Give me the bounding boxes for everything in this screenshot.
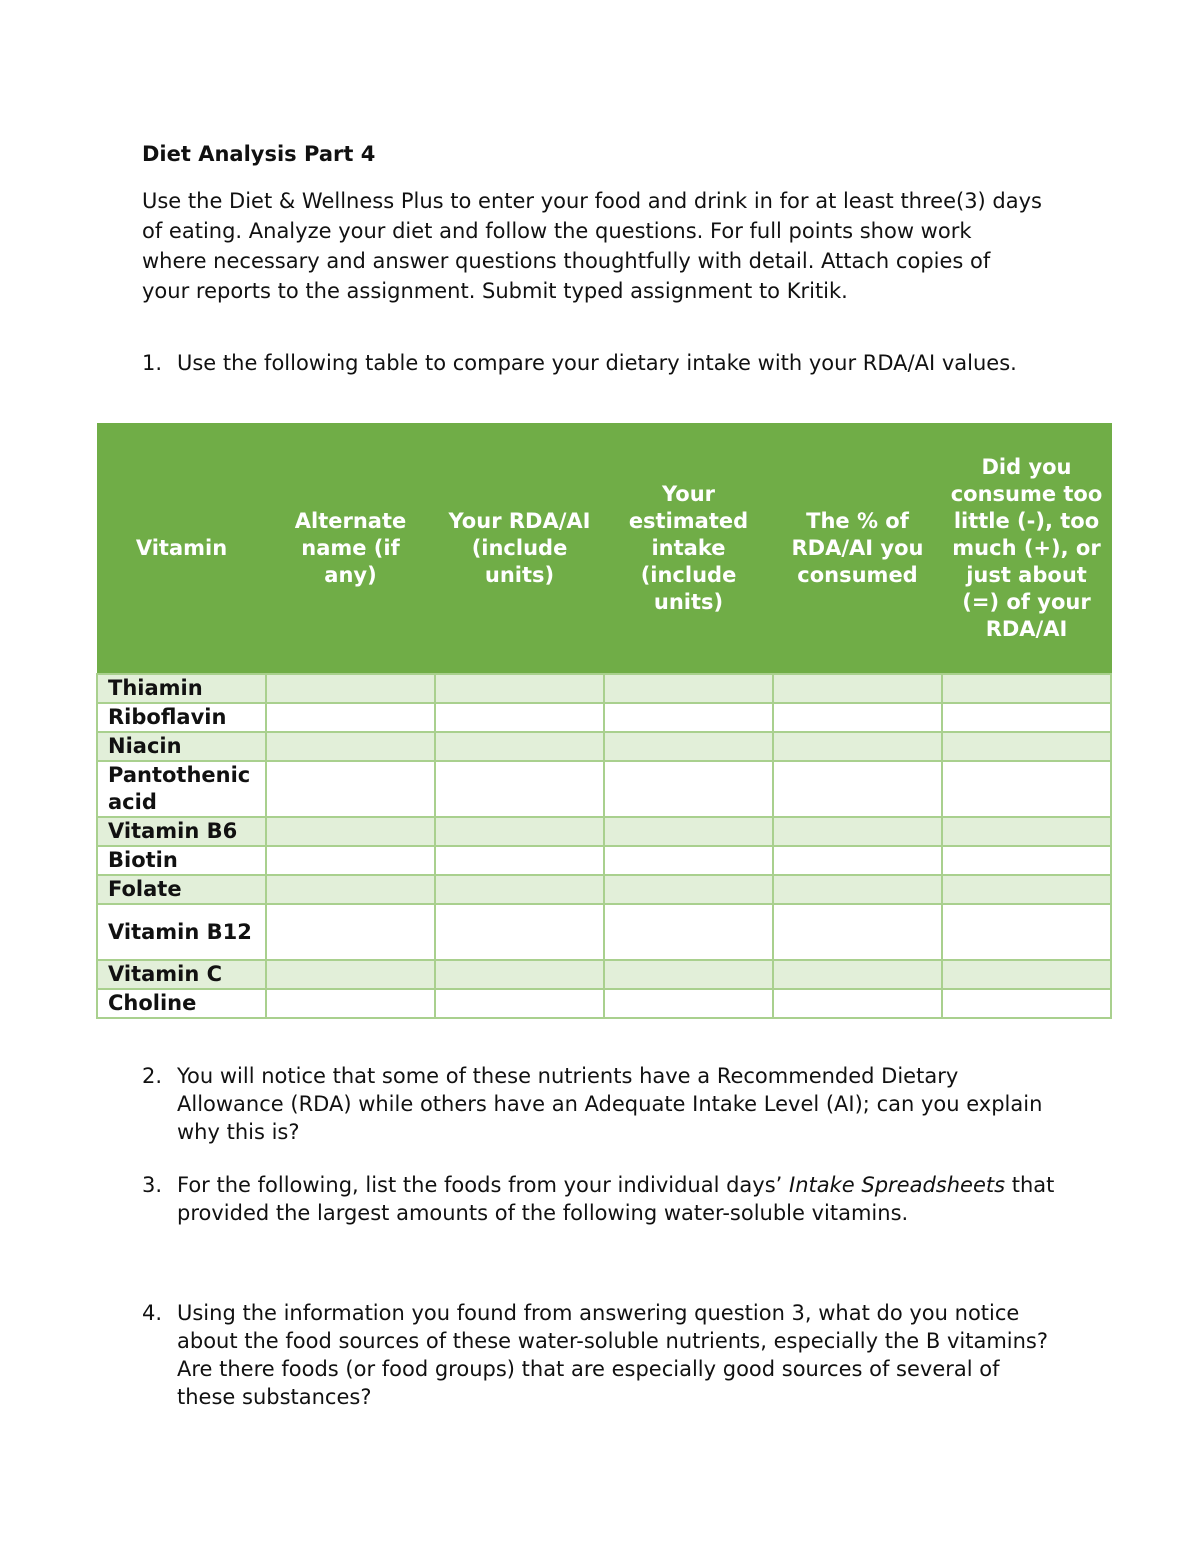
alternate-name-cell[interactable] — [266, 875, 435, 904]
judgement-cell[interactable] — [942, 875, 1111, 904]
header-alternate-name: Alternate name (if any) — [266, 423, 435, 674]
judgement-cell[interactable] — [942, 703, 1111, 732]
vitamin-name: Vitamin B12 — [97, 904, 266, 960]
rda-cell[interactable] — [435, 904, 604, 960]
intake-cell[interactable] — [604, 817, 773, 846]
intake-cell[interactable] — [604, 989, 773, 1018]
header-rda: Your RDA/AI (include units) — [435, 423, 604, 674]
table-row — [97, 674, 1111, 703]
percent-cell[interactable] — [773, 846, 942, 875]
rda-cell[interactable] — [435, 674, 604, 703]
question-text — [177, 1171, 1062, 1227]
vitamin-name: Vitamin B6 — [97, 817, 266, 846]
vitamin-name: Folate — [97, 875, 266, 904]
table-row — [97, 817, 1111, 846]
alternate-name-cell[interactable] — [266, 960, 435, 989]
percent-cell[interactable] — [773, 989, 942, 1018]
intro-paragraph: Use the Diet & Wellness Plus to enter your food and drink in for at least three(3) days of eating. Analyze your diet and follow the questions. For full points show work where necessary and answer questions thoughtfully with detail. Attach copies of your reports to the assignment. Submit typed assignment to Kritik. — [142, 189, 1042, 303]
question-number: 4. — [142, 1301, 163, 1325]
table-row — [97, 846, 1111, 875]
rda-cell[interactable] — [435, 846, 604, 875]
percent-cell[interactable] — [773, 817, 942, 846]
rda-cell[interactable] — [435, 703, 604, 732]
alternate-name-cell[interactable] — [266, 703, 435, 732]
intake-cell[interactable] — [604, 875, 773, 904]
judgement-cell[interactable] — [942, 732, 1111, 761]
table-row — [97, 703, 1111, 732]
vitamin-name: Niacin — [97, 732, 266, 761]
intake-cell[interactable] — [604, 846, 773, 875]
question-2 — [142, 1062, 1062, 1146]
alternate-name-cell[interactable] — [266, 904, 435, 960]
table-row — [97, 960, 1111, 989]
alternate-name-cell[interactable] — [266, 732, 435, 761]
rda-cell[interactable] — [435, 875, 604, 904]
rda-cell[interactable] — [435, 761, 604, 817]
intake-cell[interactable] — [604, 761, 773, 817]
rda-cell[interactable] — [435, 989, 604, 1018]
question-4 — [142, 1299, 1062, 1411]
vitamin-name: Biotin — [97, 846, 266, 875]
question-3 — [142, 1171, 1062, 1227]
intake-cell[interactable] — [604, 674, 773, 703]
question-text-part: that provided the largest amounts of the following water-soluble vitamins. — [177, 1173, 1055, 1225]
vitamin-name: Thiamin — [97, 674, 266, 703]
percent-cell[interactable] — [773, 703, 942, 732]
header-vitamin: Vitamin — [97, 423, 266, 674]
vitamin-comparison-table — [96, 423, 1112, 1019]
table-row — [97, 904, 1111, 960]
question-number: 1. — [142, 351, 163, 375]
header-intake: Your estimated intake (include units) — [604, 423, 773, 674]
intake-cell[interactable] — [604, 904, 773, 960]
header-judgement: Did you consume too little (-), too much (+), or just about (=) of your RDA/AI — [942, 423, 1111, 674]
alternate-name-cell[interactable] — [266, 989, 435, 1018]
table-header-row — [97, 423, 1111, 674]
rda-cell[interactable] — [435, 960, 604, 989]
question-text: Use the following table to compare your dietary intake with your RDA/AI values. — [177, 351, 1017, 375]
judgement-cell[interactable] — [942, 761, 1111, 817]
header-percent: The % of RDA/AI you consumed — [773, 423, 942, 674]
judgement-cell[interactable] — [942, 904, 1111, 960]
percent-cell[interactable] — [773, 960, 942, 989]
judgement-cell[interactable] — [942, 960, 1111, 989]
alternate-name-cell[interactable] — [266, 761, 435, 817]
question-text-part: For the following, list the foods from your individual days’ — [177, 1173, 790, 1197]
vitamin-name: Pantothenic acid — [97, 761, 266, 817]
vitamin-name: Riboflavin — [97, 703, 266, 732]
question-number: 2. — [142, 1064, 163, 1088]
judgement-cell[interactable] — [942, 846, 1111, 875]
rda-cell[interactable] — [435, 732, 604, 761]
percent-cell[interactable] — [773, 674, 942, 703]
rda-cell[interactable] — [435, 817, 604, 846]
percent-cell[interactable] — [773, 875, 942, 904]
intake-spreadsheets-emphasis: Intake Spreadsheets — [789, 1173, 1006, 1197]
intake-cell[interactable] — [604, 960, 773, 989]
vitamin-name: Vitamin C — [97, 960, 266, 989]
judgement-cell[interactable] — [942, 674, 1111, 703]
intake-cell[interactable] — [604, 732, 773, 761]
vitamin-name: Choline — [97, 989, 266, 1018]
question-text: You will notice that some of these nutrients have a Recommended Dietary Allowance (RDA) while others have an Adequate Intake Level (AI); can you explain why this is? — [177, 1064, 1043, 1144]
percent-cell[interactable] — [773, 904, 942, 960]
table-row — [97, 732, 1111, 761]
question-text: Using the information you found from answering question 3, what do you notice about the food sources of these water-soluble nutrients, especially the B vitamins? Are there foods (or food groups) that are especially good sources of several of these substances? — [177, 1301, 1049, 1409]
question-1 — [142, 349, 1062, 377]
judgement-cell[interactable] — [942, 989, 1111, 1018]
page-title: Diet Analysis Part 4 — [142, 142, 376, 166]
judgement-cell[interactable] — [942, 817, 1111, 846]
intake-cell[interactable] — [604, 703, 773, 732]
question-number: 3. — [142, 1173, 163, 1197]
alternate-name-cell[interactable] — [266, 846, 435, 875]
table-row — [97, 761, 1111, 817]
table-row — [97, 989, 1111, 1018]
table-row — [97, 875, 1111, 904]
alternate-name-cell[interactable] — [266, 674, 435, 703]
percent-cell[interactable] — [773, 761, 942, 817]
percent-cell[interactable] — [773, 732, 942, 761]
alternate-name-cell[interactable] — [266, 817, 435, 846]
